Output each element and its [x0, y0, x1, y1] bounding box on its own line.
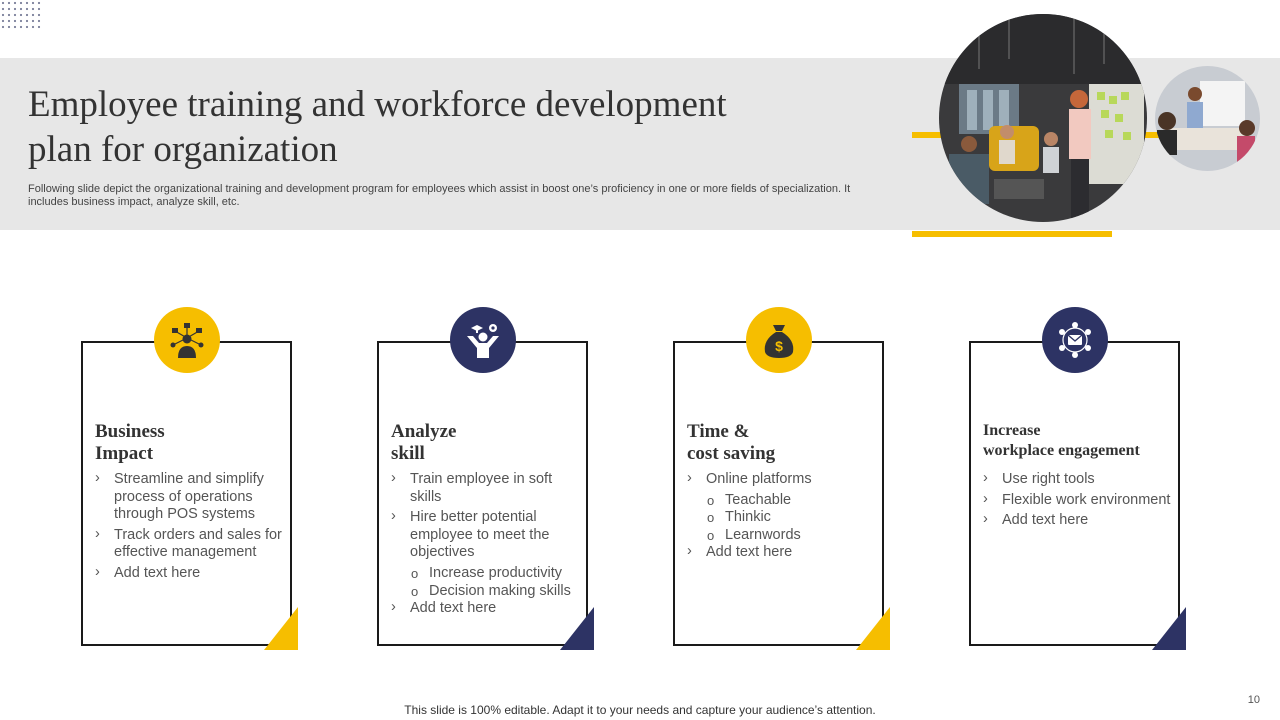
team-meeting-photo [939, 14, 1147, 222]
sub-list-item: o Thinkic [687, 509, 877, 527]
page-number: 10 [1247, 694, 1260, 706]
corner-triangle [264, 607, 298, 650]
list-item: › Add text here [391, 600, 581, 618]
card-title: Business Impact [95, 421, 165, 464]
presentation-photo [1155, 66, 1260, 171]
list-item: › Track orders and sales for effective management [95, 527, 285, 562]
sub-list-item: o Decision making skills [391, 583, 581, 601]
footer-note: This slide is 100% editable. Adapt it to your needs and capture your audience’s attention. [404, 703, 876, 717]
list-item: › Train employee in soft skills [391, 471, 581, 506]
card-bullet-list [687, 471, 877, 565]
list-item: › Add text here [983, 512, 1173, 530]
corner-triangle [856, 607, 890, 650]
card-workplace-engagement [969, 341, 1180, 646]
list-item: › Use right tools [983, 471, 1173, 489]
card-bullet-list [391, 471, 581, 621]
card-title: Increase workplace engagement [983, 422, 1140, 459]
sub-list-item: o Learnwords [687, 527, 877, 545]
money-bag-icon [746, 307, 812, 373]
list-item: › Streamline and simplify process of operations through POS systems [95, 471, 285, 524]
list-item: › Add text here [95, 565, 285, 583]
person-graduation-gear-icon [450, 307, 516, 373]
card-title: Time & cost saving [687, 421, 776, 464]
list-item: › Hire better potential employee to meet the objectives [391, 509, 581, 562]
slide-title: Employee training and workforce development plan for organization [28, 84, 727, 170]
sub-list-item: o Increase productivity [391, 565, 581, 583]
card-bullet-list [983, 471, 1173, 533]
corner-triangle [560, 607, 594, 650]
svg-text:$: $ [775, 338, 783, 354]
business-person-network-icon [154, 307, 220, 373]
card-analyze-skill [377, 341, 588, 646]
accent-line-lower [912, 231, 1112, 237]
team-circle-icon [1042, 307, 1108, 373]
card-bullet-list [95, 471, 285, 586]
dot-grid-decoration [0, 0, 44, 30]
list-item: › Flexible work environment [983, 492, 1173, 510]
sub-list-item: o Teachable [687, 492, 877, 510]
card-title: Analyze skill [391, 421, 457, 464]
slide-subtitle: Following slide depict the organizational training and development program for employees which assist in boost one’s proficiency in one or more fields of specialization. It includes business impact, analyze skill, etc. [28, 183, 851, 208]
card-time-cost-saving [673, 341, 884, 646]
corner-triangle [1152, 607, 1186, 650]
list-item: › Add text here [687, 544, 877, 562]
card-business-impact [81, 341, 292, 646]
list-item: › Online platforms [687, 471, 877, 489]
